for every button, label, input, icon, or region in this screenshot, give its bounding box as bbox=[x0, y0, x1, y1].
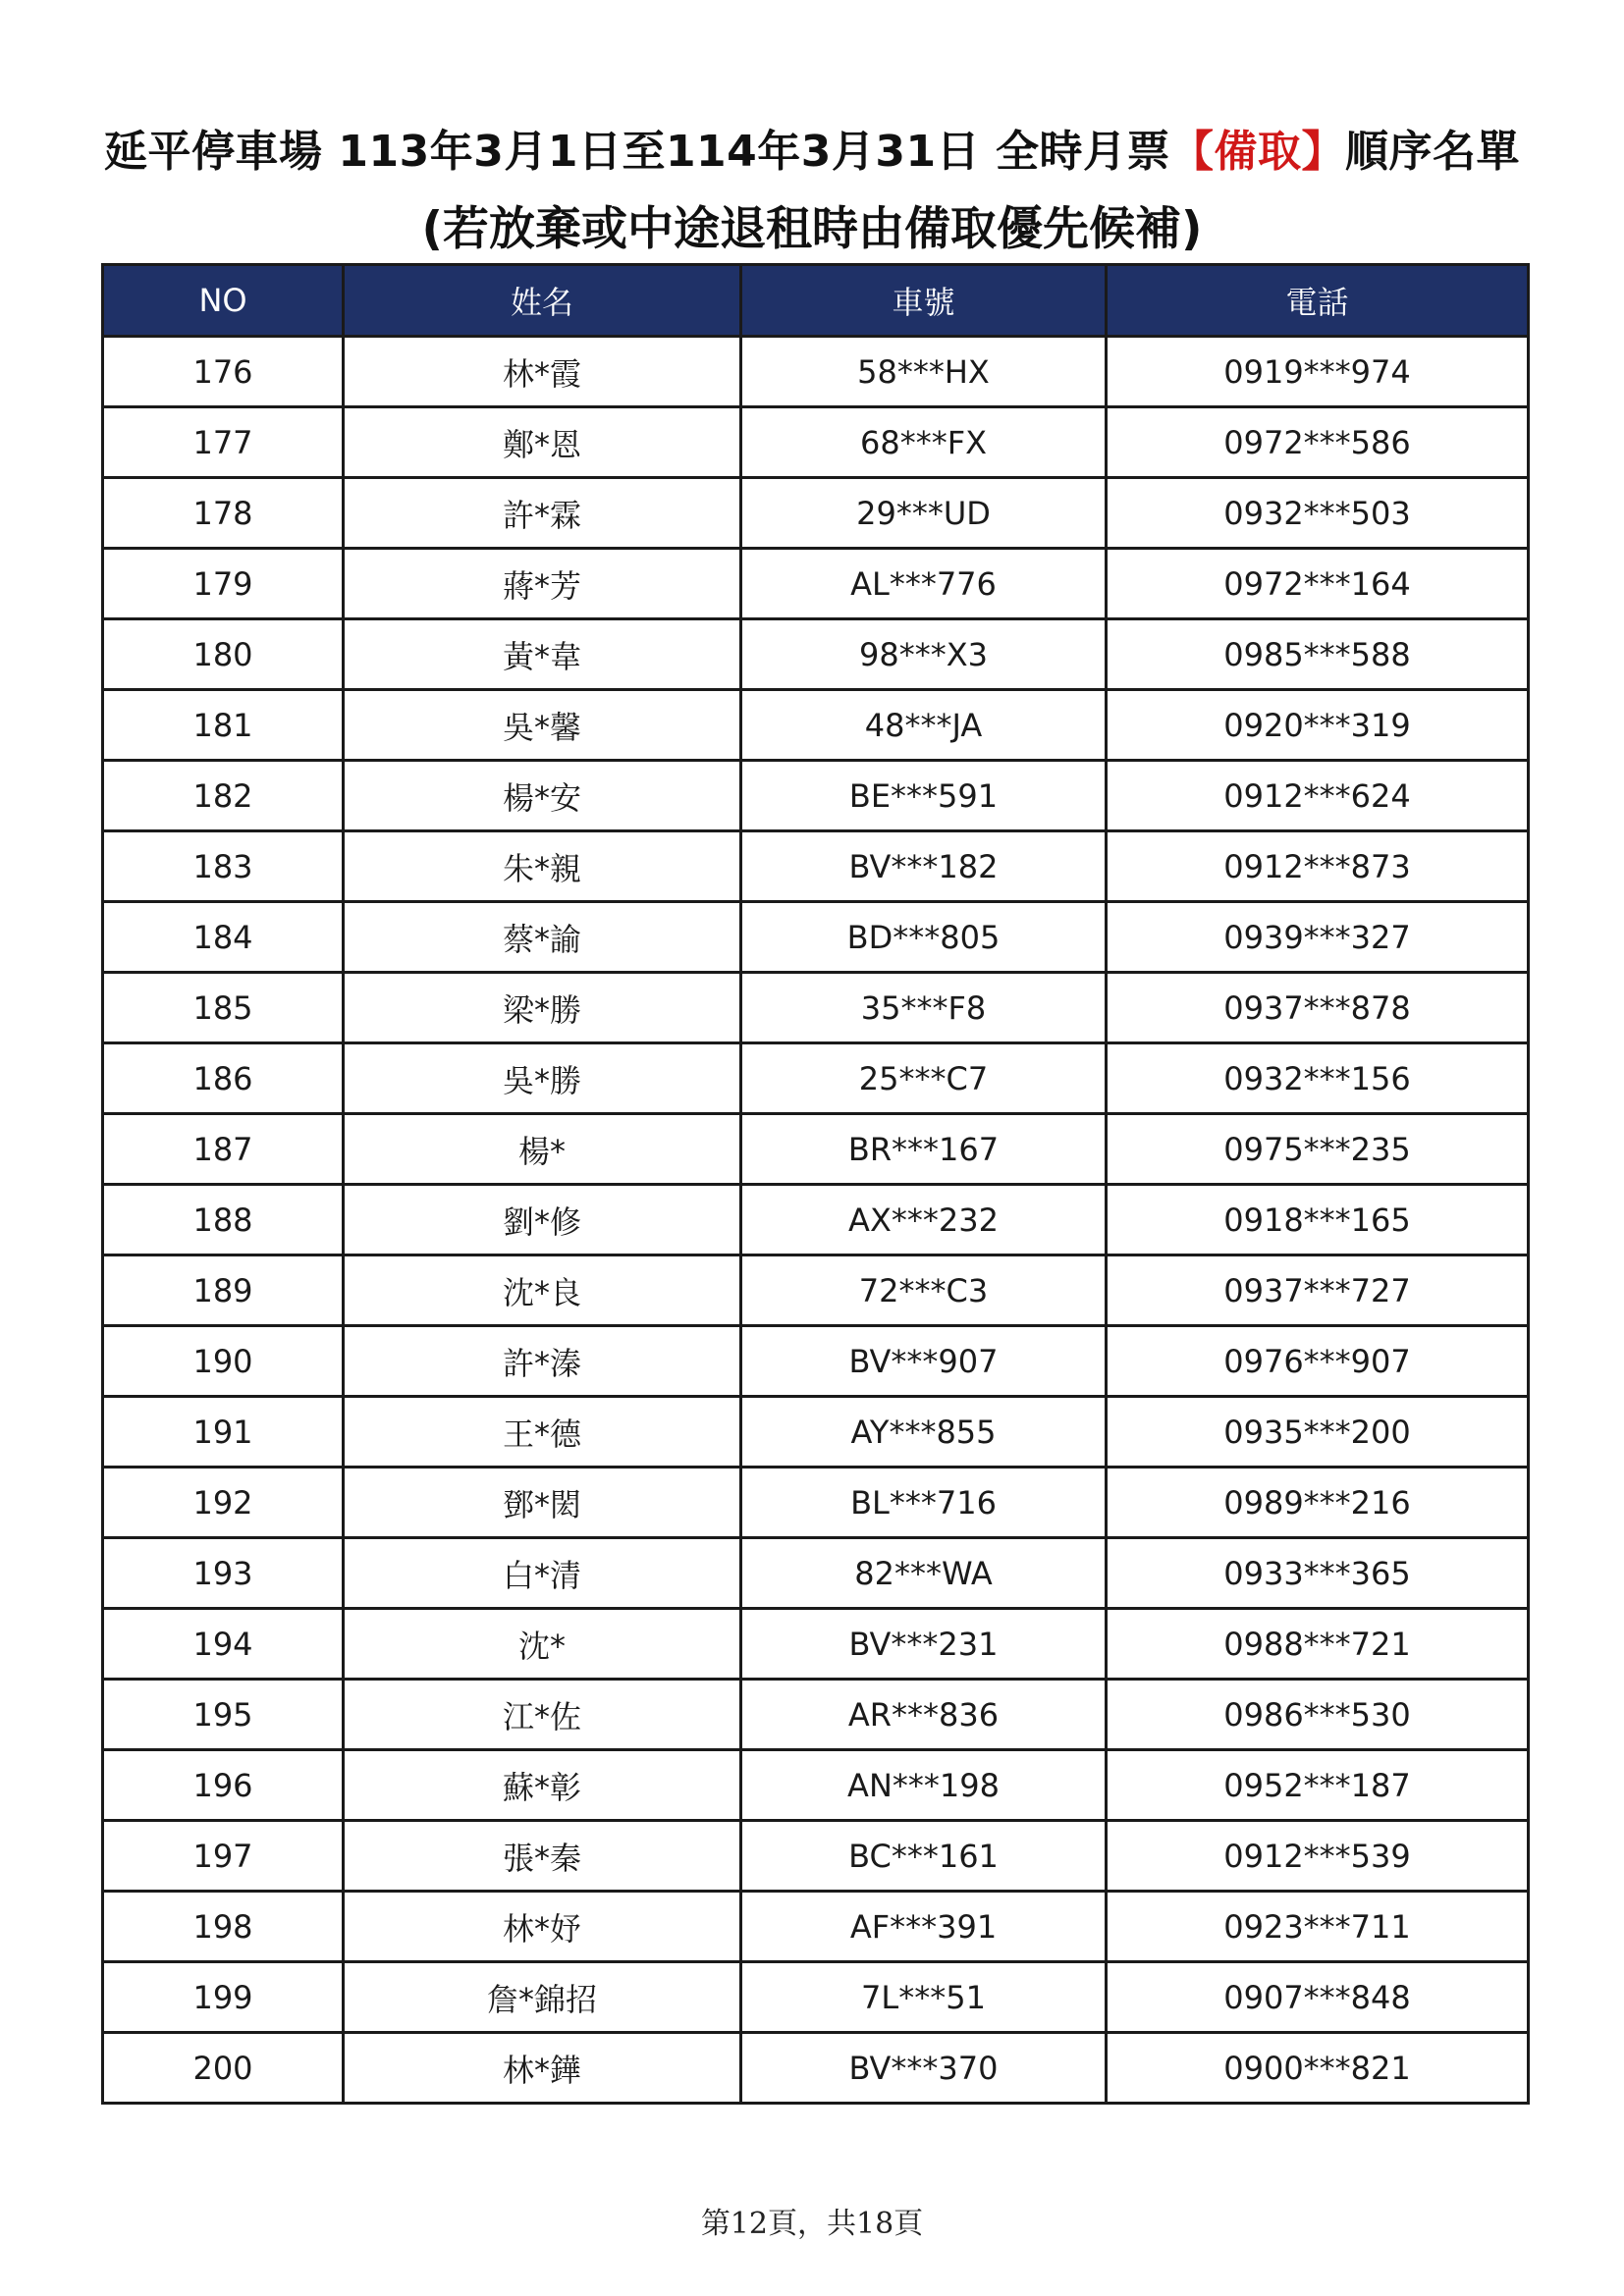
cell-no: 179 bbox=[103, 549, 344, 619]
cell-no: 199 bbox=[103, 1962, 344, 2033]
cell-name: 楊* bbox=[344, 1114, 741, 1185]
cell-name: 吳*勝 bbox=[344, 1043, 741, 1114]
table-row bbox=[103, 1255, 1529, 1326]
table-row bbox=[103, 690, 1529, 761]
cell-phone: 0932***156 bbox=[1107, 1043, 1529, 1114]
cell-no: 178 bbox=[103, 478, 344, 549]
cell-name: 蘇*彰 bbox=[344, 1750, 741, 1821]
cell-no: 176 bbox=[103, 337, 344, 407]
table-row bbox=[103, 1043, 1529, 1114]
cell-phone: 0988***721 bbox=[1107, 1609, 1529, 1680]
cell-no: 189 bbox=[103, 1255, 344, 1326]
table-row bbox=[103, 1892, 1529, 1962]
cell-plate: BV***182 bbox=[741, 831, 1107, 902]
title-suffix: 順序名單 bbox=[1344, 127, 1520, 177]
cell-name: 蔣*芳 bbox=[344, 549, 741, 619]
cell-name: 許*溱 bbox=[344, 1326, 741, 1397]
table-row bbox=[103, 1114, 1529, 1185]
cell-no: 191 bbox=[103, 1397, 344, 1468]
header-plate: 車號 bbox=[741, 265, 1107, 337]
cell-no: 181 bbox=[103, 690, 344, 761]
cell-plate: AY***855 bbox=[741, 1397, 1107, 1468]
cell-no: 197 bbox=[103, 1821, 344, 1892]
cell-phone: 0975***235 bbox=[1107, 1114, 1529, 1185]
cell-name: 梁*勝 bbox=[344, 973, 741, 1043]
cell-name: 林*霞 bbox=[344, 337, 741, 407]
cell-no: 185 bbox=[103, 973, 344, 1043]
table-header-row bbox=[103, 265, 1529, 337]
cell-name: 鄭*恩 bbox=[344, 407, 741, 478]
table-row bbox=[103, 1538, 1529, 1609]
cell-no: 193 bbox=[103, 1538, 344, 1609]
cell-plate: 58***HX bbox=[741, 337, 1107, 407]
table-row bbox=[103, 1397, 1529, 1468]
cell-no: 180 bbox=[103, 619, 344, 690]
table-row bbox=[103, 619, 1529, 690]
title-prefix: 延平停車場 113年3月1日至114年3月31日 全時月票 bbox=[104, 127, 1170, 177]
cell-plate: BC***161 bbox=[741, 1821, 1107, 1892]
cell-no: 194 bbox=[103, 1609, 344, 1680]
cell-phone: 0937***727 bbox=[1107, 1255, 1529, 1326]
table-row bbox=[103, 1680, 1529, 1750]
cell-name: 蔡*諭 bbox=[344, 902, 741, 973]
cell-phone: 0912***873 bbox=[1107, 831, 1529, 902]
table-row bbox=[103, 1326, 1529, 1397]
cell-no: 200 bbox=[103, 2033, 344, 2104]
cell-plate: 98***X3 bbox=[741, 619, 1107, 690]
cell-plate: 29***UD bbox=[741, 478, 1107, 549]
table-row bbox=[103, 2033, 1529, 2104]
cell-phone: 0932***503 bbox=[1107, 478, 1529, 549]
cell-plate: BV***231 bbox=[741, 1609, 1107, 1680]
cell-plate: BE***591 bbox=[741, 761, 1107, 831]
table-row bbox=[103, 478, 1529, 549]
cell-no: 196 bbox=[103, 1750, 344, 1821]
cell-no: 187 bbox=[103, 1114, 344, 1185]
cell-phone: 0989***216 bbox=[1107, 1468, 1529, 1538]
cell-phone: 0900***821 bbox=[1107, 2033, 1529, 2104]
cell-plate: BV***370 bbox=[741, 2033, 1107, 2104]
cell-name: 沈*良 bbox=[344, 1255, 741, 1326]
cell-name: 許*霖 bbox=[344, 478, 741, 549]
cell-name: 張*秦 bbox=[344, 1821, 741, 1892]
cell-name: 劉*修 bbox=[344, 1185, 741, 1255]
cell-phone: 0972***586 bbox=[1107, 407, 1529, 478]
cell-plate: BD***805 bbox=[741, 902, 1107, 973]
title-highlight: 【備取】 bbox=[1169, 127, 1345, 177]
cell-plate: AF***391 bbox=[741, 1892, 1107, 1962]
table-row bbox=[103, 1821, 1529, 1892]
table-row bbox=[103, 549, 1529, 619]
cell-no: 198 bbox=[103, 1892, 344, 1962]
cell-plate: 35***F8 bbox=[741, 973, 1107, 1043]
cell-plate: BR***167 bbox=[741, 1114, 1107, 1185]
waitlist-table bbox=[101, 263, 1530, 2105]
page-title bbox=[0, 116, 1624, 179]
cell-name: 吳*馨 bbox=[344, 690, 741, 761]
cell-phone: 0912***624 bbox=[1107, 761, 1529, 831]
cell-phone: 0972***164 bbox=[1107, 549, 1529, 619]
cell-no: 183 bbox=[103, 831, 344, 902]
table-row bbox=[103, 902, 1529, 973]
cell-plate: AX***232 bbox=[741, 1185, 1107, 1255]
cell-phone: 0986***530 bbox=[1107, 1680, 1529, 1750]
cell-phone: 0952***187 bbox=[1107, 1750, 1529, 1821]
page-number: 第12頁，共18頁 bbox=[700, 2207, 924, 2241]
cell-plate: AN***198 bbox=[741, 1750, 1107, 1821]
cell-no: 182 bbox=[103, 761, 344, 831]
table-row bbox=[103, 1609, 1529, 1680]
table-row bbox=[103, 761, 1529, 831]
cell-name: 朱*親 bbox=[344, 831, 741, 902]
page-subtitle: (若放棄或中途退租時由備取優先候補) bbox=[421, 202, 1203, 256]
table-row bbox=[103, 337, 1529, 407]
cell-plate: 72***C3 bbox=[741, 1255, 1107, 1326]
table-row bbox=[103, 1468, 1529, 1538]
table-row bbox=[103, 1185, 1529, 1255]
cell-no: 195 bbox=[103, 1680, 344, 1750]
cell-plate: 48***JA bbox=[741, 690, 1107, 761]
cell-no: 184 bbox=[103, 902, 344, 973]
cell-phone: 0907***848 bbox=[1107, 1962, 1529, 2033]
cell-plate: 82***WA bbox=[741, 1538, 1107, 1609]
cell-no: 192 bbox=[103, 1468, 344, 1538]
cell-name: 沈* bbox=[344, 1609, 741, 1680]
cell-name: 白*清 bbox=[344, 1538, 741, 1609]
cell-name: 林*妤 bbox=[344, 1892, 741, 1962]
cell-phone: 0918***165 bbox=[1107, 1185, 1529, 1255]
cell-phone: 0919***974 bbox=[1107, 337, 1529, 407]
cell-plate: 68***FX bbox=[741, 407, 1107, 478]
cell-phone: 0939***327 bbox=[1107, 902, 1529, 973]
cell-plate: AR***836 bbox=[741, 1680, 1107, 1750]
cell-name: 鄧*閎 bbox=[344, 1468, 741, 1538]
cell-name: 林*鏵 bbox=[344, 2033, 741, 2104]
cell-name: 楊*安 bbox=[344, 761, 741, 831]
table-row bbox=[103, 831, 1529, 902]
cell-plate: BL***716 bbox=[741, 1468, 1107, 1538]
cell-no: 186 bbox=[103, 1043, 344, 1114]
cell-phone: 0985***588 bbox=[1107, 619, 1529, 690]
table-row bbox=[103, 973, 1529, 1043]
cell-phone: 0935***200 bbox=[1107, 1397, 1529, 1468]
cell-phone: 0920***319 bbox=[1107, 690, 1529, 761]
table-row bbox=[103, 1750, 1529, 1821]
cell-name: 黃*韋 bbox=[344, 619, 741, 690]
header-phone: 電話 bbox=[1107, 265, 1529, 337]
cell-phone: 0923***711 bbox=[1107, 1892, 1529, 1962]
cell-phone: 0912***539 bbox=[1107, 1821, 1529, 1892]
cell-no: 190 bbox=[103, 1326, 344, 1397]
header-no: NO bbox=[103, 265, 344, 337]
table-row bbox=[103, 407, 1529, 478]
cell-name: 王*德 bbox=[344, 1397, 741, 1468]
cell-no: 177 bbox=[103, 407, 344, 478]
header-name: 姓名 bbox=[344, 265, 741, 337]
table-row bbox=[103, 1962, 1529, 2033]
cell-plate: AL***776 bbox=[741, 549, 1107, 619]
cell-plate: 7L***51 bbox=[741, 1962, 1107, 2033]
cell-name: 江*佐 bbox=[344, 1680, 741, 1750]
cell-phone: 0976***907 bbox=[1107, 1326, 1529, 1397]
cell-name: 詹*錦招 bbox=[344, 1962, 741, 2033]
cell-no: 188 bbox=[103, 1185, 344, 1255]
cell-phone: 0933***365 bbox=[1107, 1538, 1529, 1609]
cell-plate: BV***907 bbox=[741, 1326, 1107, 1397]
cell-phone: 0937***878 bbox=[1107, 973, 1529, 1043]
cell-plate: 25***C7 bbox=[741, 1043, 1107, 1114]
